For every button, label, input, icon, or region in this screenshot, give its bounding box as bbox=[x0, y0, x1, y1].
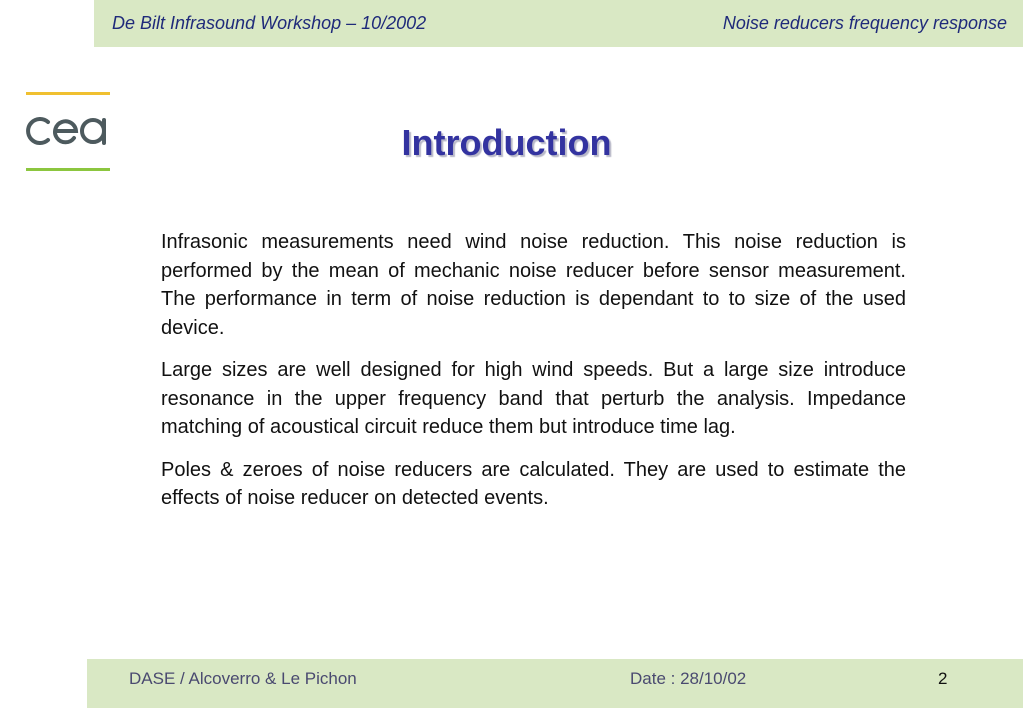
page-number: 2 bbox=[938, 669, 948, 688]
paragraph: Poles & zeroes of noise reducers are calculated. They are used to estimate the effects of noise reducer on detected events. bbox=[161, 458, 906, 509]
footer-date: Date : 28/10/02 bbox=[630, 669, 747, 688]
footer-authors: DASE / Alcoverro & Le Pichon bbox=[129, 669, 357, 688]
header-bar bbox=[94, 0, 1023, 47]
slide-title: Introduction bbox=[401, 122, 612, 163]
paragraph: Large sizes are well designed for high wind speeds. But a large size introduce resonance in the upper frequency band that perturb the analysis. Impedance matching of acoustical circuit reduce them but introduce time lag. bbox=[161, 359, 906, 438]
footer-bar bbox=[87, 659, 1023, 708]
header-topic: Noise reducers frequency response bbox=[722, 13, 1007, 33]
paragraph: Infrasonic measurements need wind noise reduction. This noise reduction is performed by the mean of mechanic noise reducer before sensor measurement. The performance in term of noise reduction is dependant to to size of the used device. bbox=[161, 231, 906, 339]
header-workshop-title: De Bilt Infrasound Workshop – 10/2002 bbox=[112, 13, 427, 33]
slide-body bbox=[161, 228, 906, 527]
